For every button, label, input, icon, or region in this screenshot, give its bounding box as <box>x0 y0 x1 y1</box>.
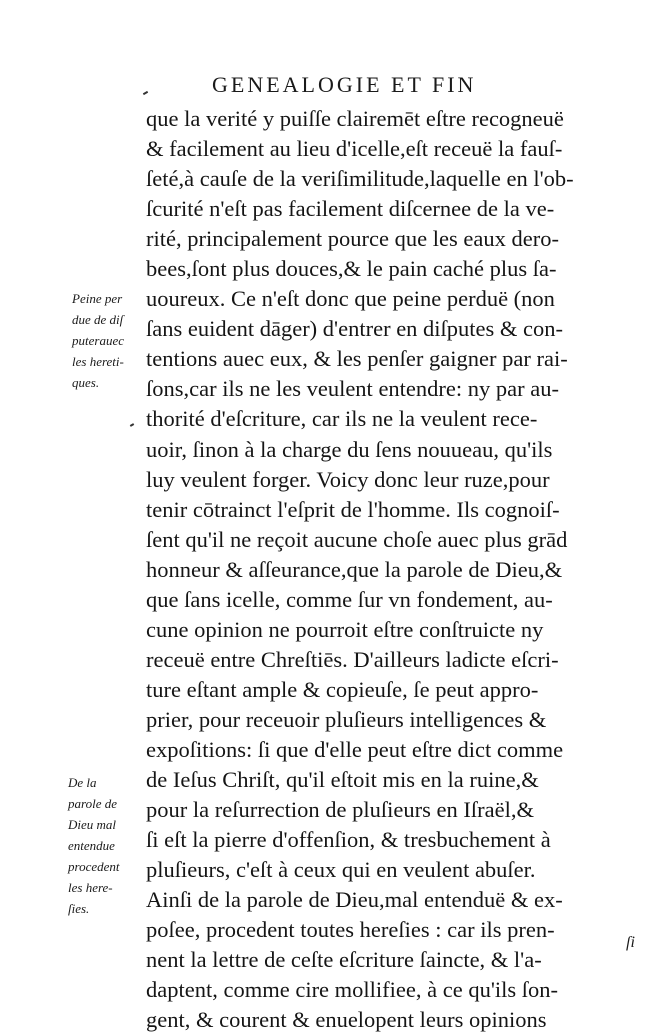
text-line: luy veulent forger. Voicy donc leur ruze,pour <box>146 466 550 492</box>
margin-note-line: parole de <box>68 796 117 811</box>
text-line: pluſieurs, c'eſt à ceux qui en veulent abuſer. <box>146 857 536 883</box>
margin-note-line: ſies. <box>68 901 90 916</box>
margin-note-line: due de diſ <box>72 312 124 327</box>
margin-note-line: les here- <box>68 880 113 895</box>
text-line: que ſans icelle, comme ſur vn fondement, au- <box>146 586 553 612</box>
margin-note-line: entendue <box>68 838 115 853</box>
text-line: rité, principalement pource que les eaux dero- <box>146 226 559 252</box>
margin-note-line: ques. <box>72 375 100 390</box>
text-line: que la verité y puiſſe clairemēt eſtre recogneuë <box>146 106 564 131</box>
margin-note-line: les hereti- <box>72 354 124 369</box>
margin-note-line: De la <box>68 775 97 790</box>
text-line: tentions auec eux, & les penſer gaigner par rai- <box>146 346 568 372</box>
text-line: de Ieſus Chriſt, qu'il eſtoit mis en la ruine,& <box>146 767 539 793</box>
text-line: thorité d'eſcriture, car ils ne la veulent rece- <box>146 406 538 432</box>
catchword: ſi <box>626 934 635 951</box>
text-line: expoſitions: ſi que d'elle peut eſtre dict comme <box>146 736 564 762</box>
margin-note-line: puterauec <box>72 333 124 348</box>
text-line: poſee, procedent toutes hereſies : car ils pren- <box>146 917 555 943</box>
body-text <box>146 104 652 1035</box>
text-line: ture eſtant ample & copieuſe, ſe peut appro- <box>146 676 539 702</box>
text-line: prier, pour receuoir pluſieurs intelligences & <box>146 706 547 732</box>
text-line: honneur & aſſeurance,que la parole de Dieu,& <box>146 556 563 582</box>
margin-note-line: Peine per <box>72 291 123 306</box>
text-line: ſent qu'il ne reçoit aucune choſe auec plus grād <box>146 526 568 552</box>
margin-note-line: procedent <box>68 859 120 874</box>
ink-speck <box>143 91 148 95</box>
text-line: bees,ſont plus douces,& le pain caché plus ſa- <box>146 256 557 282</box>
running-head: GENEALOGIE ET FIN <box>212 72 477 97</box>
ink-speck <box>130 423 134 427</box>
margin-note-word-of-god <box>68 772 120 919</box>
text-line: gent, & courent & enuelopent leurs opinions <box>146 1007 547 1033</box>
text-line: & facilement au lieu d'icelle,eſt receuë la fauſ- <box>146 136 563 162</box>
text-line: nent la lettre de ceſte eſcriture ſaincte, & l'a- <box>146 947 542 973</box>
text-line: uoir, ſinon à la charge du ſens nouueau, qu'ils <box>146 436 553 462</box>
text-line: uoureux. Ce n'eſt donc que peine perduë (non <box>146 286 555 312</box>
text-line: ſans euident dāger) d'entrer en diſputes & con- <box>146 316 564 342</box>
text-line: pour la reſurrection de pluſieurs en Iſraël,& <box>146 797 534 823</box>
text-line: tenir cōtrainct l'eſprit de l'homme. Ils cognoiſ- <box>146 496 560 522</box>
margin-note-heresy-disputes <box>72 288 124 393</box>
text-line: ſcurité n'eſt pas facilement diſcernee de la ve- <box>146 196 555 222</box>
text-line: ſons,car ils ne les veulent entendre: ny par au- <box>146 376 559 402</box>
text-line: ſi eſt la pierre d'offenſion, & tresbuchement à <box>146 827 551 853</box>
text-line: ſeté,à cauſe de la veriſimilitude,laquelle en l'ob- <box>146 166 574 192</box>
margin-note-line: Dieu mal <box>68 817 117 832</box>
text-line: Ainſi de la parole de Dieu,mal entenduë & ex- <box>146 887 563 913</box>
text-line: receuë entre Chreſtiēs. D'ailleurs ladicte eſcri- <box>146 646 559 672</box>
text-line: cune opinion ne pourroit eſtre conſtruicte ny <box>146 616 544 642</box>
text-line: daptent, comme cire mollifiee, à ce qu'ils ſon- <box>146 977 559 1003</box>
